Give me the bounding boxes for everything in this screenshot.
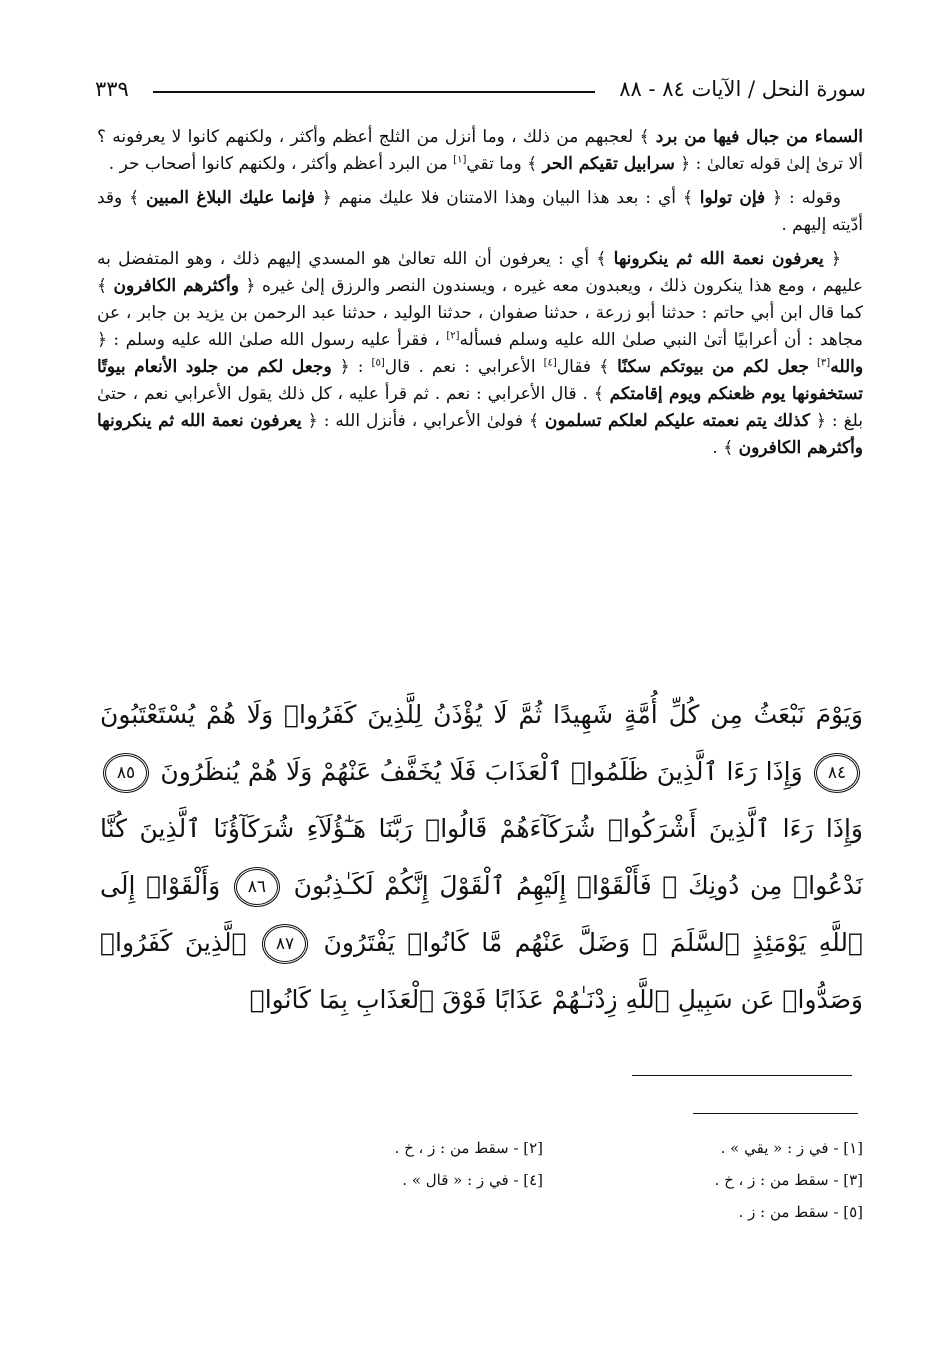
ornate-bracket-open: ﴿ bbox=[307, 411, 318, 431]
commentary-text: كما قال ابن أبي حاتم : حدثنا أبو زرعة ، حدثنا صفوان ، حدثنا الوليد ، حدثنا عبد الرحمن بن يزيد بن جابر ، عن مجاهد : أن أعرابيًا أتىٰ النبي صلىٰ الله عليه وسلم فسأله bbox=[97, 303, 863, 350]
ornate-bracket-close: ﴾ bbox=[599, 357, 610, 377]
commentary-text: من البرد أعظم وأكثر ، ولكنهم كانوا أصحاب حر . bbox=[108, 154, 448, 174]
commentary-text: فولىٰ الأعرابي ، فأنزل الله : bbox=[323, 411, 523, 431]
ayah-85: وَإِذَا رَءَا ٱلَّذِينَ ظَلَمُوا۟ ٱلْعَذَابَ فَلَا يُخَفَّفُ عَنْهُمْ وَلَا هُمْ يُنظَرُونَ bbox=[160, 757, 803, 786]
quoted-verse: كذلك يتم نعمته عليكم لعلكم تسلمون bbox=[544, 411, 810, 431]
page-number: ٣٣٩ bbox=[95, 77, 129, 101]
footnote-row bbox=[220, 1164, 863, 1196]
ornate-bracket-open: ﴿ bbox=[772, 188, 783, 208]
ornate-bracket-close: ﴾ bbox=[682, 188, 693, 208]
footnote-ref[interactable]: [٣] bbox=[817, 357, 831, 369]
ayah-86: وَإِذَا رَءَا ٱلَّذِينَ أَشْرَكُوا۟ شُرَكَآءَهُمْ قَالُوا۟ رَبَّنَا هَـٰٓؤُلَآءِ شُرَكَآؤُنَا ٱلَّذِينَ كُنَّا نَدْعُوا۟ مِن دُونِكَ ۖ فَأَلْقَوْا۟ إِلَيْهِمُ ٱلْقَوْلَ إِنَّكُمْ لَكَـٰذِبُونَ bbox=[100, 814, 863, 900]
commentary-text: الأعرابي : نعم . قال bbox=[384, 357, 536, 377]
ornate-bracket-open: ﴿ bbox=[97, 330, 107, 350]
ornate-bracket-close: ﴾ bbox=[528, 411, 539, 431]
footnote-ref[interactable]: [٥] bbox=[371, 357, 385, 369]
ornate-bracket-open: ﴿ bbox=[339, 357, 350, 377]
footnote-2: [٢] - سقط من : ز ، خ . bbox=[394, 1139, 543, 1157]
quoted-verse: فإن تولوا bbox=[699, 188, 766, 208]
ornate-bracket-close: ﴾ bbox=[639, 127, 650, 147]
footnotes bbox=[220, 1132, 863, 1228]
footnote-5: [٥] - سقط من : ز . bbox=[738, 1203, 863, 1221]
ornate-bracket-close: ﴾ bbox=[527, 154, 538, 174]
commentary-text: أي : يعرفون أن الله تعالىٰ هو المسدي إليهم ذلك ، وهو المتفضل به عليهم ، ومع هذا ينكرون ذلك ، ويعبدون معه غيره ، ويسندون النصر والرزق إلىٰ غيره bbox=[97, 249, 864, 296]
ayah-number-marker: ٨٥ bbox=[103, 753, 149, 793]
ayah-number-marker: ٨٤ bbox=[814, 753, 860, 793]
ornate-bracket-open: ﴿ bbox=[321, 188, 332, 208]
quoted-verse: والله bbox=[830, 357, 864, 377]
ornate-bracket-close: ﴾ bbox=[129, 188, 140, 208]
footnote-separator bbox=[693, 1113, 858, 1114]
ayah-number-marker: ٨٧ bbox=[262, 924, 308, 964]
quoted-verse: يعرفون نعمة الله ثم ينكرونها bbox=[613, 249, 824, 269]
footnote-4: [٤] - في ز : « قال » . bbox=[402, 1171, 543, 1189]
ornate-bracket-open: ﴿ bbox=[245, 276, 256, 296]
footnote-row bbox=[220, 1196, 863, 1228]
footnote-1: [١] - في ز : « يقي » . bbox=[720, 1139, 863, 1157]
quoted-verse: فإنما عليك البلاغ المبين bbox=[146, 188, 315, 208]
ornate-bracket-open: ﴿ bbox=[680, 154, 691, 174]
commentary-text: : bbox=[357, 357, 364, 377]
ornate-bracket-close: ﴾ bbox=[723, 438, 734, 458]
quoted-verse: وجعل لكم من جلود الأنعام بيوتًا تستخفونها يوم ظعنكم ويوم إقامتكم bbox=[97, 357, 864, 404]
paragraph-3 bbox=[97, 246, 863, 462]
quoted-verse: جعل لكم من بيوتكم سكنًا bbox=[617, 357, 809, 377]
footnote-separator bbox=[632, 1075, 852, 1076]
footnote-ref[interactable]: [٢] bbox=[446, 330, 460, 342]
ayah-number-marker: ٨٦ bbox=[234, 867, 280, 907]
commentary-text: فقال bbox=[556, 357, 592, 377]
ornate-bracket-close: ﴾ bbox=[593, 384, 604, 404]
ornate-bracket-close: ﴾ bbox=[97, 276, 107, 296]
running-title: سورة النحل / الآيات ٨٤ - ٨٨ bbox=[619, 77, 866, 101]
ayah-87: وَأَلْقَوْا۟ إِلَى ٱللَّهِ يَوْمَئِذٍ ٱلسَّلَمَ ۖ وَضَلَّ عَنْهُم مَّا كَانُوا۟ يَفْتَرُونَ bbox=[100, 871, 863, 957]
quoted-verse: يعرفون نعمة الله ثم ينكرونها وأكثرهم الكافرون bbox=[97, 411, 863, 458]
quoted-verse: وأكثرهم الكافرون bbox=[113, 276, 239, 296]
commentary-text: أي : بعد هذا البيان وهذا الامتنان فلا عليك منهم bbox=[338, 188, 676, 208]
quoted-verse: سرابيل تقيكم الحر bbox=[542, 154, 675, 174]
footnote-row bbox=[220, 1132, 863, 1164]
header-rule bbox=[153, 91, 595, 93]
ayah-88: ٱلَّذِينَ كَفَرُوا۟ وَصَدُّوا۟ عَن سَبِيلِ ٱللَّهِ زِدْنَـٰهُمْ عَذَابًا فَوْقَ ٱلْعَذَابِ بِمَا كَانُوا۟ bbox=[100, 928, 863, 1014]
ayah-84: وَيَوْمَ نَبْعَثُ مِن كُلِّ أُمَّةٍ شَهِيدًا ثُمَّ لَا يُؤْذَنُ لِلَّذِينَ كَفَرُوا۟ وَلَا هُمْ يُسْتَعْتَبُونَ bbox=[100, 700, 863, 729]
commentary-text: . قال الأعرابي : نعم . ثم قرأ عليه ، كل ذلك يقول الأعرابي نعم ، حتىٰ بلغ : bbox=[97, 384, 863, 431]
commentary-text: ، فقرأ عليه رسول الله صلىٰ الله عليه وسلم : bbox=[113, 330, 440, 350]
commentary-text: وقوله : bbox=[788, 188, 842, 208]
commentary-body bbox=[97, 124, 863, 469]
footnote-ref[interactable]: [١] bbox=[453, 154, 467, 166]
ornate-bracket-close: ﴾ bbox=[596, 249, 607, 269]
quran-verses bbox=[100, 686, 863, 1028]
commentary-text: لعجبهم من ذلك ، وما أنزل من الثلج أعظم وأكثر ، ولكنهم كانوا لا يعرفونه ؟ ألا ترىٰ إلىٰ قوله تعالىٰ : bbox=[97, 127, 863, 174]
commentary-text: . bbox=[712, 438, 718, 458]
ornate-bracket-open: ﴿ bbox=[815, 411, 826, 431]
paragraph-2 bbox=[97, 185, 863, 239]
ornate-bracket-open: ﴿ bbox=[831, 249, 842, 269]
commentary-text: وما تقي bbox=[466, 154, 522, 174]
footnote-3: [٣] - سقط من : ز ، خ . bbox=[714, 1171, 863, 1189]
paragraph-1 bbox=[97, 124, 863, 178]
quoted-verse: السماء من جبال فيها من برد bbox=[655, 127, 863, 147]
page-header bbox=[95, 72, 866, 106]
commentary-text: وقد أدّيته إليهم . bbox=[97, 188, 863, 235]
footnote-ref[interactable]: [٤] bbox=[543, 357, 557, 369]
